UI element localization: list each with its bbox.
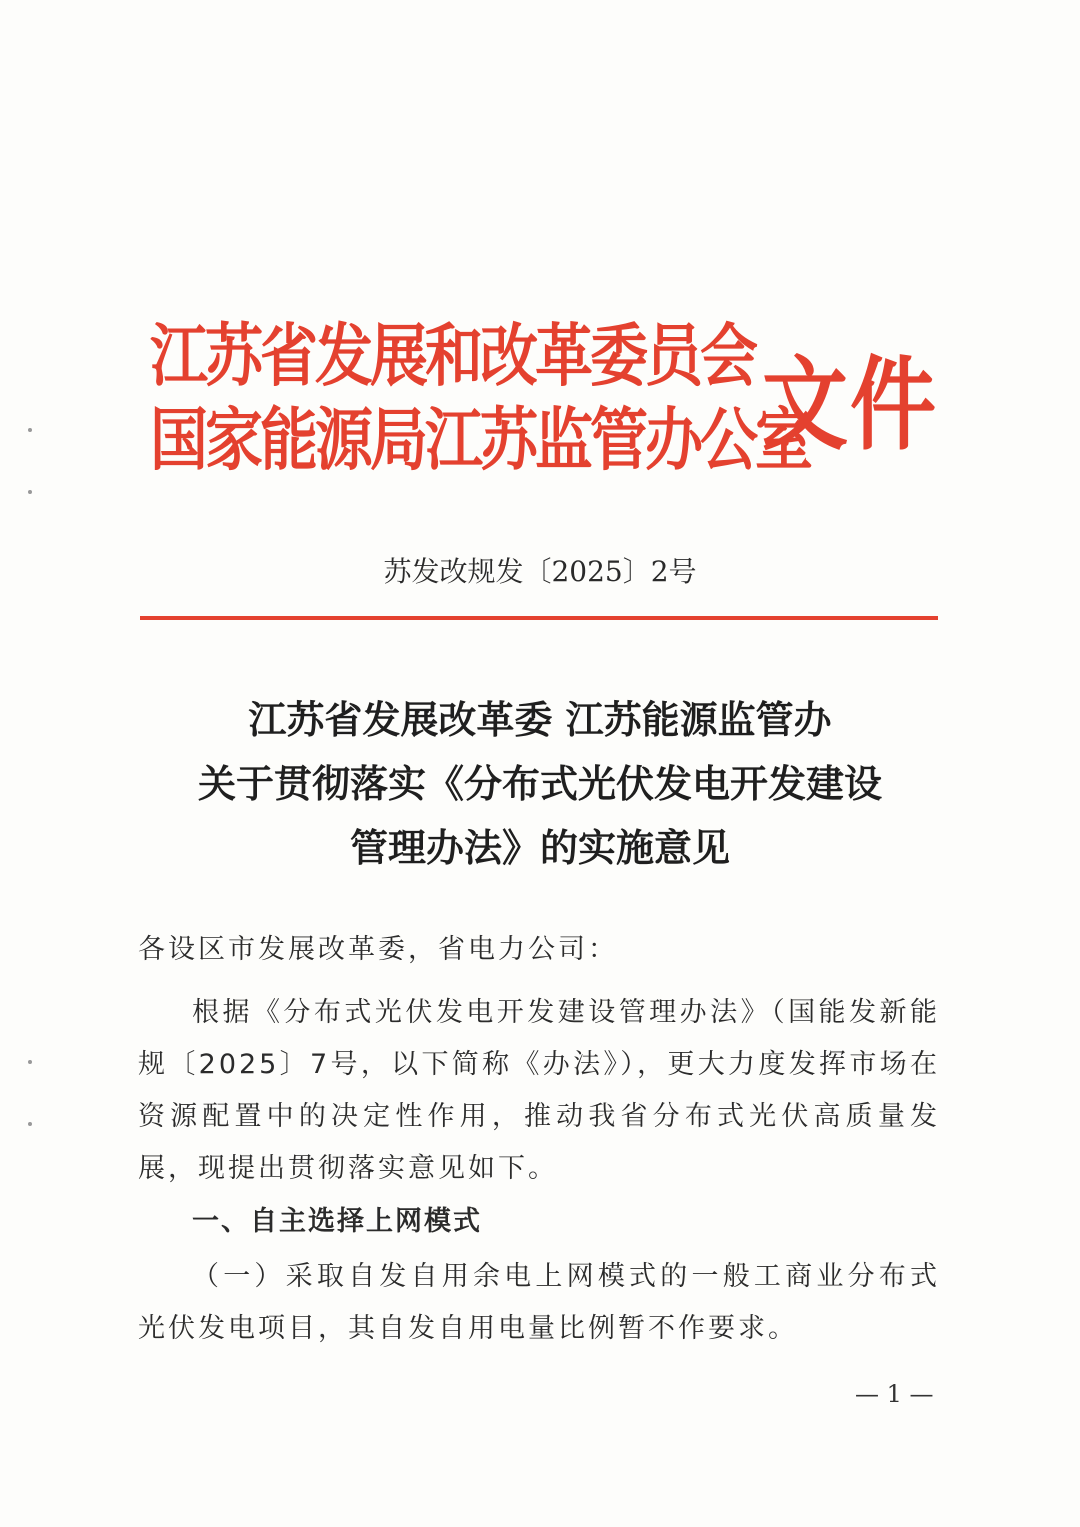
title-line-1: 江苏省发展改革委 江苏能源监管办 [248, 697, 832, 742]
document-title [0, 688, 1080, 880]
section-1-heading: 一、自主选择上网模式 [192, 1206, 482, 1237]
paragraph-2: （一）采取自发自用余电上网模式的一般工商业分布式光伏发电项目，其自发自用电量比例暂不作要求。 [138, 1261, 940, 1344]
paragraph-1: 根据《分布式光伏发电开发建设管理办法》（国能发新能规〔2025〕7号，以下简称《办法》），更大力度发挥市场在资源配置中的决定性作用，推动我省分布式光伏高质量发展，现提出贯彻落实意见如下。 [138, 997, 940, 1184]
document-number: 苏发改规发〔2025〕2号 [383, 555, 697, 588]
salutation: 各设区市发展改革委，省电力公司： [138, 934, 618, 965]
title-line-2: 关于贯彻落实《分布式光伏发电开发建设 [197, 761, 882, 806]
title-line-3: 管理办法》的实施意见 [349, 825, 730, 870]
binding-mark [28, 1122, 32, 1126]
letterhead-agency-1: 江苏省发展和改革委员会 [150, 315, 756, 396]
binding-mark [28, 428, 32, 432]
red-letterhead [150, 305, 938, 490]
binding-mark [28, 1060, 32, 1064]
page-number: — 1 — [855, 1380, 934, 1408]
red-divider-line [140, 616, 938, 620]
letterhead-agency-2: 国家能源局江苏监管办公室 [150, 399, 811, 480]
letterhead-document-word: 文件 [762, 345, 938, 465]
binding-mark [28, 490, 32, 494]
